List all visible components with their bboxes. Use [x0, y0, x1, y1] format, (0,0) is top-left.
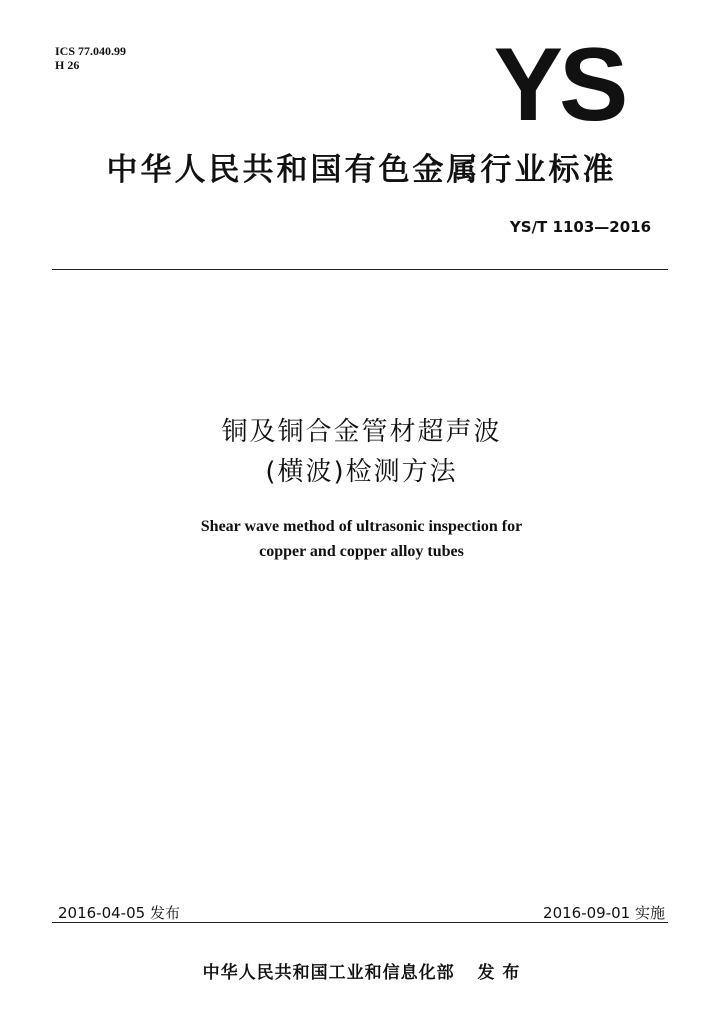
header-divider	[52, 269, 668, 270]
document-title-cn-line1: 铜及铜合金管材超声波	[221, 417, 502, 447]
issuer-name: 中华人民共和国工业和信息化部	[202, 963, 455, 983]
ys-logo	[487, 40, 632, 124]
classification-code: H 26	[55, 58, 80, 72]
document-title-en-line2: copper and copper alloy tubes	[259, 543, 464, 560]
document-title-cn-line2: (横波)检测方法	[265, 457, 458, 487]
issuer-line	[0, 958, 723, 983]
standard-code: YS/T 1103—2016	[509, 218, 651, 236]
document-title-en-line1: Shear wave method of ultrasonic inspection for	[200, 518, 523, 535]
standard-category-title: 中华人民共和国有色金属行业标准	[106, 152, 617, 188]
ys-logo-text: YS	[493, 40, 625, 124]
ics-code: ICS 77.040.99	[55, 44, 127, 58]
issuer-action: 发 布	[477, 963, 521, 983]
publish-date: 2016-04-05 发布	[58, 904, 180, 922]
effective-date: 2016-09-01 实施	[543, 904, 665, 922]
footer-divider	[52, 922, 668, 923]
ics-block	[55, 44, 126, 72]
